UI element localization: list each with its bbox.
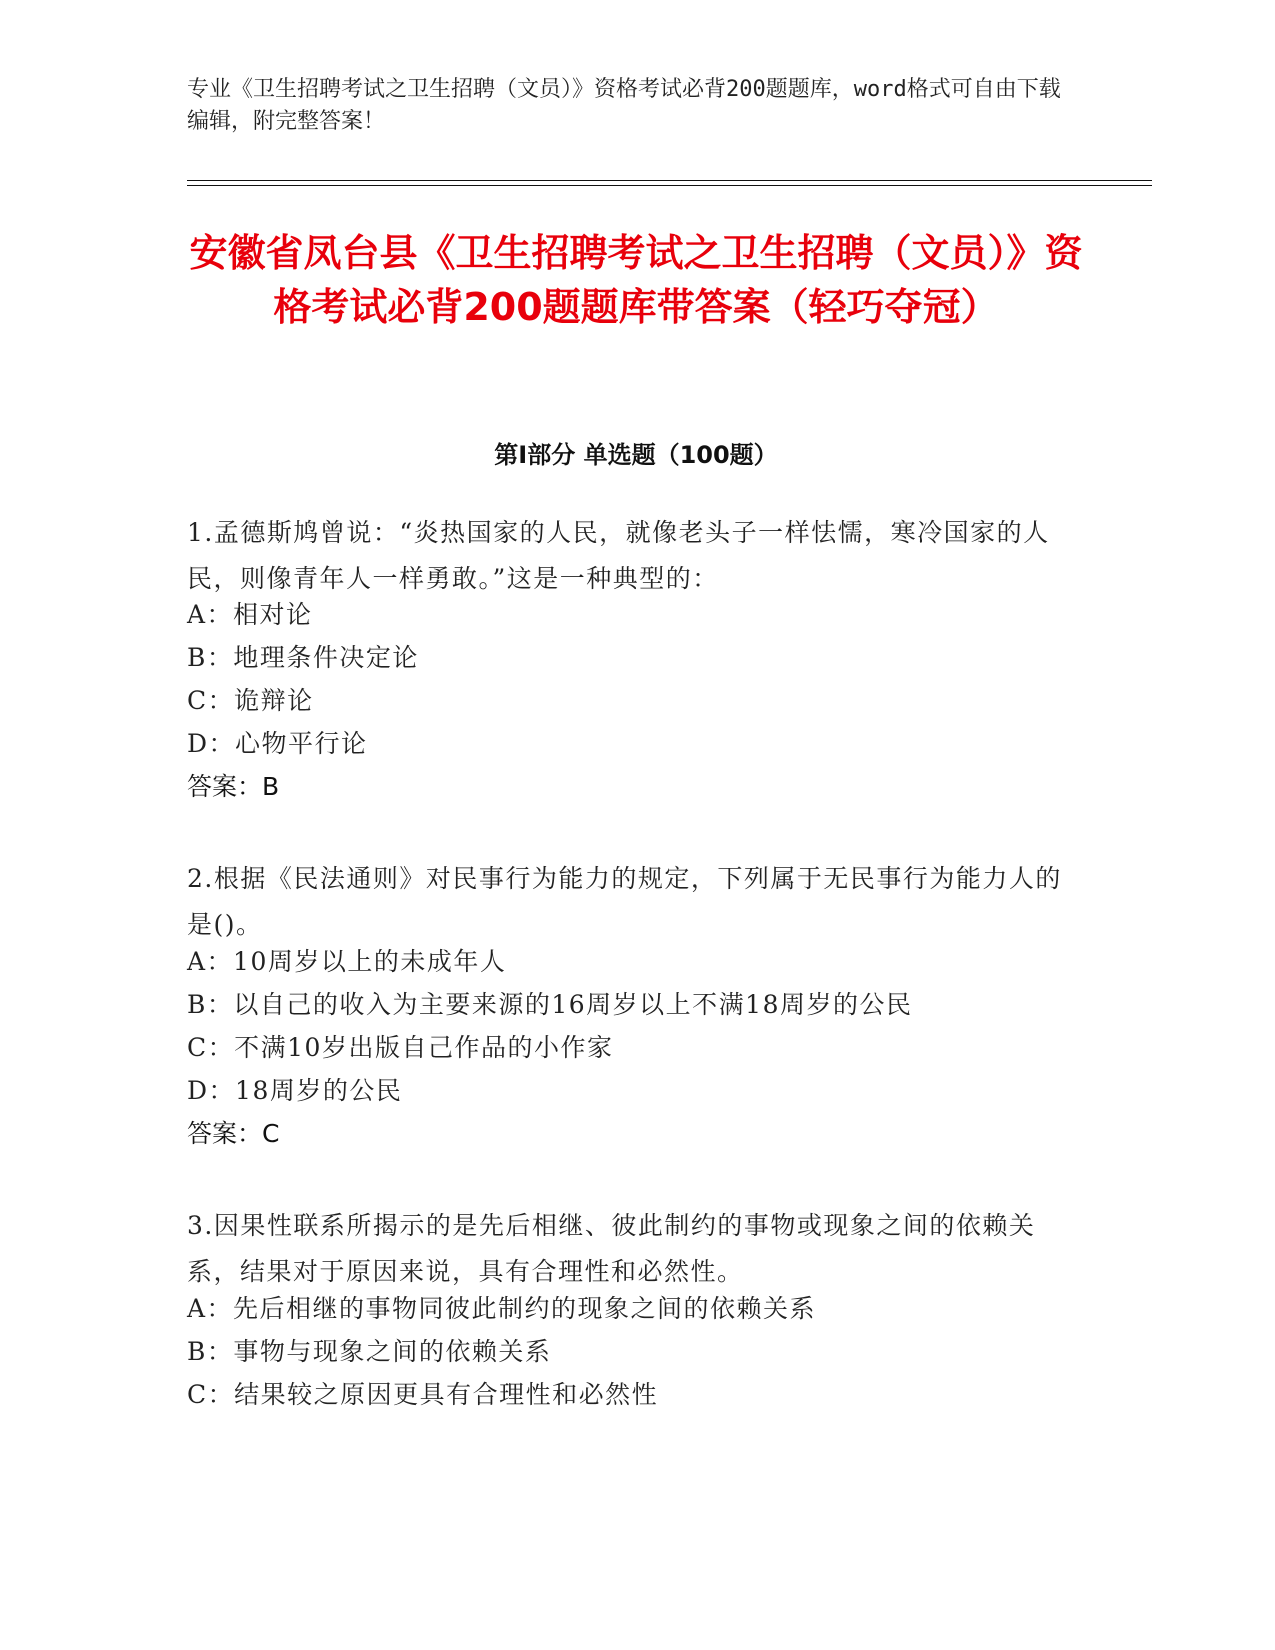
question-2-option-b: B：以自己的收入为主要来源的16周岁以上不满18周岁的公民 <box>187 990 913 1019</box>
question-2-option-a: A：10周岁以上的未成年人 <box>187 947 507 976</box>
document-title: 安徽省凤台县《卫生招聘考试之卫生招聘（文员）》资格考试必背200题题库带答案（轻巧夺冠） <box>189 231 1083 329</box>
header-note: 专业《卫生招聘考试之卫生招聘（文员）》资格考试必背200题题库，word格式可自由下载编辑，附完整答案！ <box>187 77 1061 134</box>
question-2-stem: 2.根据《民法通则》对民事行为能力的规定，下列属于无民事行为能力人的是()。 <box>187 864 1062 939</box>
header-rule-bottom <box>187 185 1152 186</box>
question-1-option-b: B：地理条件决定论 <box>187 643 419 672</box>
question-1-stem: 1.孟德斯鸠曾说：“炎热国家的人民，就像老头子一样怯懦，寒冷国家的人民，则像青年人一样勇敢。”这是一种典型的： <box>187 518 1050 593</box>
question-2-option-c: C：不满10岁出版自己作品的小作家 <box>187 1033 614 1062</box>
question-1-answer: 答案：B <box>187 772 280 801</box>
question-1-option-d: D：心物平行论 <box>187 729 368 758</box>
question-3-option-c: C：结果较之原因更具有合理性和必然性 <box>187 1380 659 1409</box>
question-1-option-c: C：诡辩论 <box>187 686 314 715</box>
question-2-option-d: D：18周岁的公民 <box>187 1076 403 1105</box>
question-3-option-b: B：事物与现象之间的依赖关系 <box>187 1337 552 1366</box>
question-2-answer: 答案：C <box>187 1119 280 1148</box>
header-rule-top <box>187 180 1152 181</box>
section-title: 第Ⅰ部分 单选题（100题） <box>494 441 778 469</box>
question-3-option-a: A：先后相继的事物同彼此制约的现象之间的依赖关系 <box>187 1294 817 1323</box>
question-1-option-a: A：相对论 <box>187 600 313 629</box>
question-3-stem: 3.因果性联系所揭示的是先后相继、彼此制约的事物或现象之间的依赖关系，结果对于原因来说，具有合理性和必然性。 <box>187 1211 1036 1286</box>
